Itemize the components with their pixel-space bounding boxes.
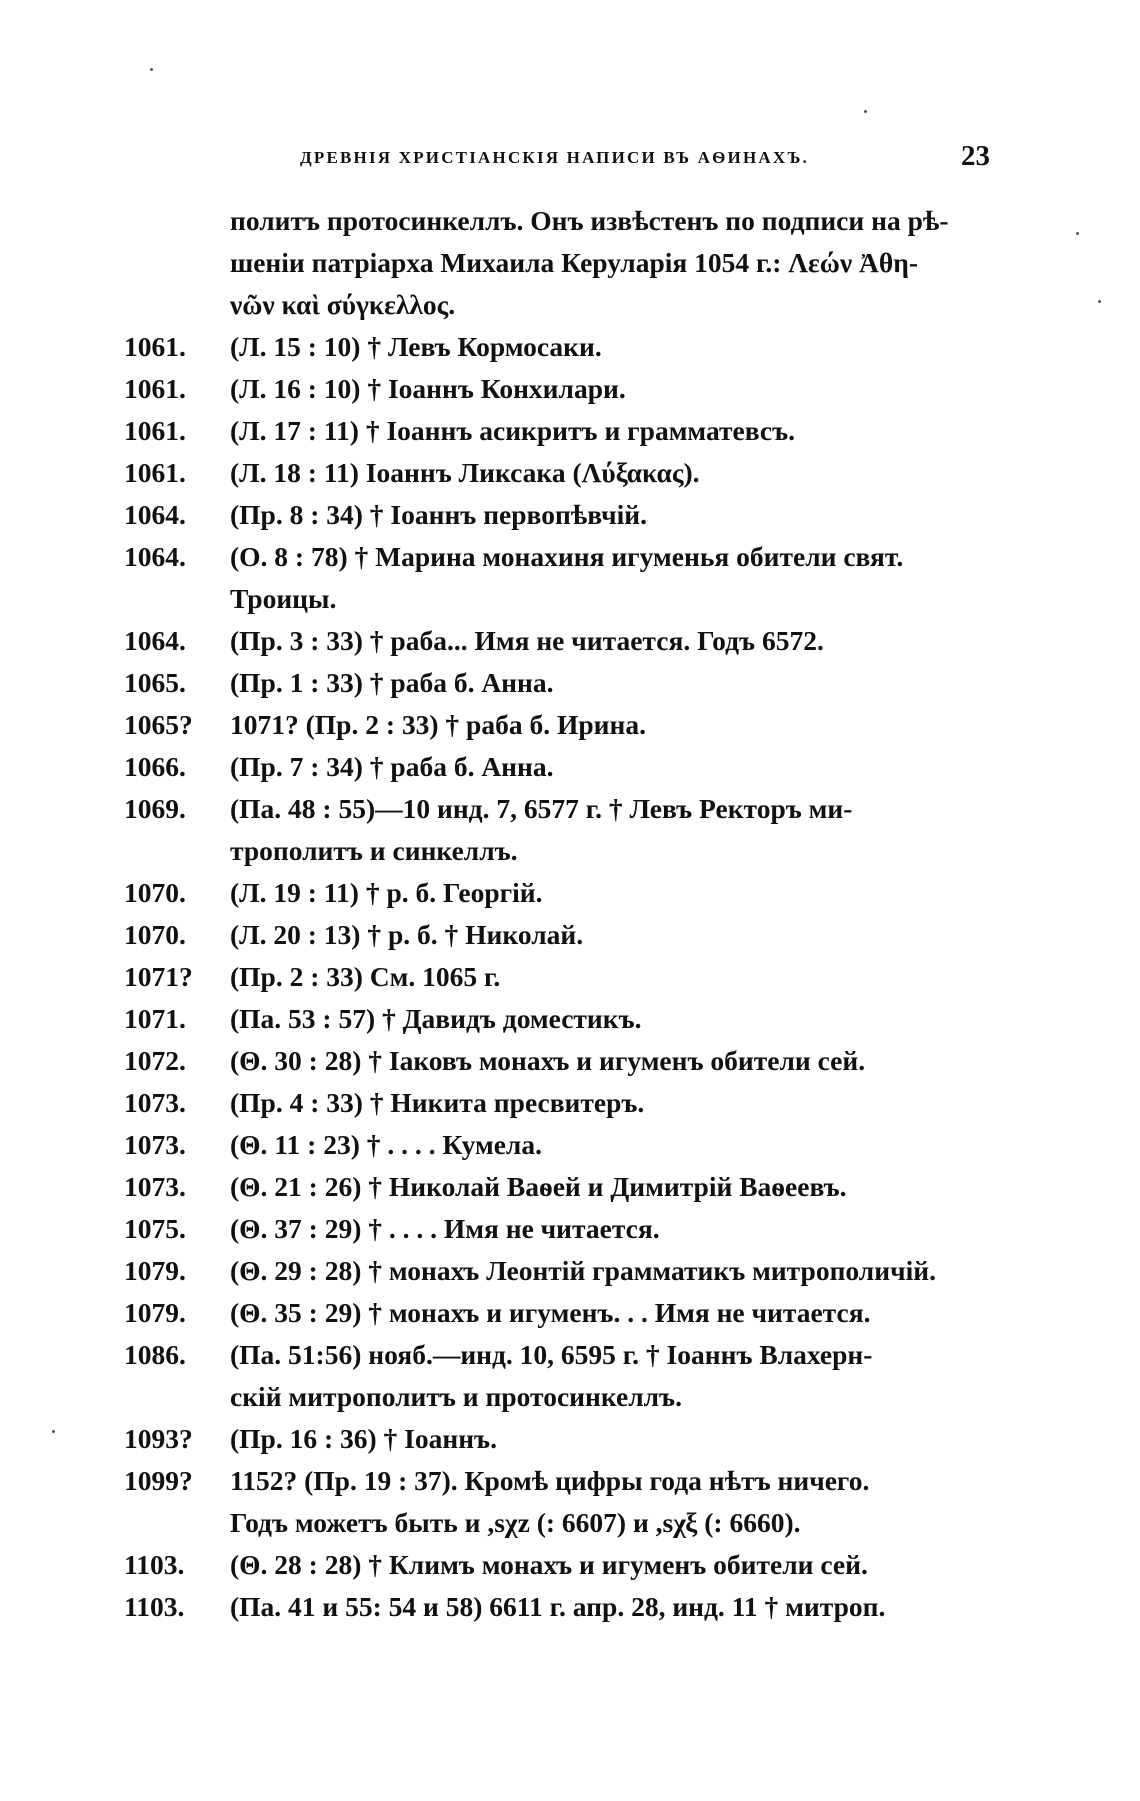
text-line: (Θ. 11 : 23) † . . . . Кумела. — [230, 1129, 542, 1160]
entry-year: 1064. — [124, 499, 186, 530]
inscription-entry — [124, 1040, 992, 1082]
entry-text — [230, 1292, 992, 1334]
entry-text — [230, 1208, 992, 1250]
inscription-entry — [124, 1250, 992, 1292]
entry-year: 1073. — [124, 1129, 186, 1160]
continued-entry-text — [124, 200, 992, 326]
entry-year: 1061. — [124, 373, 186, 404]
entry-year: 1103. — [124, 1549, 185, 1580]
text-line: (Θ. 35 : 29) † монахъ и игуменъ. . . Имя не читается. — [230, 1297, 871, 1328]
text-line: (Пр. 8 : 34) † Іоаннъ первопѣвчій. — [230, 499, 647, 530]
text-line: (Θ. 37 : 29) † . . . . Имя не читается. — [230, 1213, 660, 1244]
entry-year: 1064. — [124, 625, 186, 656]
inscription-entry — [124, 1208, 992, 1250]
text-line: скій митрополитъ и протосинкеллъ. — [230, 1381, 682, 1412]
inscription-entry — [124, 872, 992, 914]
entry-text — [230, 326, 992, 368]
text-line: трополитъ и синкеллъ. — [230, 835, 518, 866]
entry-year: 1079. — [124, 1255, 186, 1286]
entry-text — [230, 1250, 992, 1292]
entry-text — [230, 494, 992, 536]
entry-text — [230, 1334, 992, 1418]
entry-year: 1070. — [124, 919, 186, 950]
text-line: (Л. 18 : 11) Іоаннъ Ликсака (Λύξακας). — [230, 457, 700, 488]
entry-text — [230, 998, 992, 1040]
inscription-entry — [124, 1334, 992, 1418]
text-line: (О. 8 : 78) † Марина монахиня игуменья обители свят. — [230, 541, 904, 572]
inscription-entry — [124, 1418, 992, 1460]
inscription-list — [124, 200, 992, 1628]
text-line: (Пр. 3 : 33) † раба... Имя не читается. Годъ 6572. — [230, 625, 824, 656]
entry-year: 1075. — [124, 1213, 186, 1244]
entry-year: 1099? — [124, 1465, 193, 1496]
inscription-entry — [124, 326, 992, 368]
entry-text — [230, 1040, 992, 1082]
entry-text — [230, 620, 992, 662]
inscription-entry — [124, 998, 992, 1040]
entry-year: 1064. — [124, 541, 186, 572]
entry-year: 1069. — [124, 793, 186, 824]
entry-text — [230, 452, 992, 494]
entry-text — [230, 1418, 992, 1460]
text-line: (Θ. 29 : 28) † монахъ Леонтій грамматикъ митрополичій. — [230, 1255, 936, 1286]
entry-year: 1072. — [124, 1045, 186, 1076]
entry-text — [230, 914, 992, 956]
entry-text — [230, 662, 992, 704]
inscription-entry — [124, 1166, 992, 1208]
text-line: (Л. 16 : 10) † Іоаннъ Конхилари. — [230, 373, 626, 404]
scan-speck — [864, 110, 867, 113]
text-line: 1152? (Пр. 19 : 37). Кромѣ цифры года нѣтъ ничего. — [230, 1465, 870, 1496]
entry-text — [230, 368, 992, 410]
text-line: (Θ. 28 : 28) † Климъ монахъ и игуменъ обители сей. — [230, 1549, 868, 1580]
inscription-entry — [124, 746, 992, 788]
entry-text — [230, 956, 992, 998]
inscription-entry — [124, 704, 992, 746]
entry-year: 1103. — [124, 1591, 185, 1622]
inscription-entry — [124, 368, 992, 410]
entry-text — [230, 788, 992, 872]
entry-text — [230, 1586, 992, 1628]
inscription-entry — [124, 494, 992, 536]
entry-text — [230, 410, 992, 452]
entry-text — [230, 1082, 992, 1124]
entry-text — [230, 1544, 992, 1586]
text-line: (Л. 19 : 11) † р. б. Георгій. — [230, 877, 543, 908]
scan-speck — [1076, 232, 1079, 235]
inscription-entry — [124, 452, 992, 494]
entry-text — [230, 872, 992, 914]
inscription-entry — [124, 620, 992, 662]
text-line: шеніи патріарха Михаила Керуларія 1054 г.: Λεών Ἀθη- — [230, 247, 919, 278]
text-line: Троицы. — [230, 583, 337, 614]
text-line: Годъ можетъ быть и ,sχz (: 6607) и ,sχξ (: 6660). — [230, 1507, 801, 1538]
text-line: (Θ. 30 : 28) † Іаковъ монахъ и игуменъ обители сей. — [230, 1045, 866, 1076]
entry-text — [230, 1166, 992, 1208]
entry-year: 1061. — [124, 457, 186, 488]
text-line: политъ протосинкеллъ. Онъ извѣстенъ по подписи на рѣ- — [230, 205, 949, 236]
entry-year: 1066. — [124, 751, 186, 782]
text-line: (Па. 48 : 55)—10 инд. 7, 6577 г. † Левъ Ректоръ ми- — [230, 793, 853, 824]
entry-year: 1071? — [124, 961, 193, 992]
running-title: ДРЕВНІЯ ХРИСТІАНСКІЯ НАПИСИ ВЪ АѲИНАХЪ. — [300, 148, 810, 167]
text-line: 1071? (Пр. 2 : 33) † раба б. Ирина. — [230, 709, 646, 740]
entry-text — [230, 1124, 992, 1166]
text-line: (Па. 41 и 55: 54 и 58) 6611 г. апр. 28, инд. 11 † митроп. — [230, 1591, 886, 1622]
entry-text — [230, 746, 992, 788]
entry-year: 1079. — [124, 1297, 186, 1328]
inscription-entry — [124, 914, 992, 956]
entry-year: 1086. — [124, 1339, 186, 1370]
entry-text — [230, 704, 992, 746]
entry-text — [230, 536, 992, 620]
page-header — [300, 140, 990, 180]
inscription-entry — [124, 1460, 992, 1544]
inscription-entry — [124, 1586, 992, 1628]
scan-speck — [1098, 300, 1101, 303]
scan-speck — [52, 1430, 55, 1433]
inscription-entry — [124, 1124, 992, 1166]
inscription-entry — [124, 1082, 992, 1124]
scan-speck — [150, 68, 153, 71]
inscription-entry — [124, 536, 992, 620]
entry-year: 1061. — [124, 331, 186, 362]
entry-text — [230, 1460, 992, 1544]
text-line: (Па. 53 : 57) † Давидъ доместикъ. — [230, 1003, 642, 1034]
text-line: (Пр. 16 : 36) † Іоаннъ. — [230, 1423, 497, 1454]
text-line: (Л. 15 : 10) † Левъ Кормосаки. — [230, 331, 602, 362]
entry-year: 1071. — [124, 1003, 186, 1034]
text-line: νῶν καὶ σύγκελλος. — [230, 289, 456, 320]
inscription-entry — [124, 1292, 992, 1334]
entry-year: 1073. — [124, 1087, 186, 1118]
text-line: (Пр. 4 : 33) † Никита пресвитеръ. — [230, 1087, 645, 1118]
text-line: (Пр. 2 : 33) См. 1065 г. — [230, 961, 501, 992]
entries-container — [124, 326, 992, 1628]
page-number: 23 — [961, 140, 990, 172]
text-line: (Л. 17 : 11) † Іоаннъ асикритъ и грамматевсъ. — [230, 415, 796, 446]
inscription-entry — [124, 788, 992, 872]
text-line: (Пр. 7 : 34) † раба б. Анна. — [230, 751, 554, 782]
text-line: (Л. 20 : 13) † р. б. † Николай. — [230, 919, 584, 950]
text-line: (Пр. 1 : 33) † раба б. Анна. — [230, 667, 554, 698]
text-line: (Θ. 21 : 26) † Николай Ваѳей и Димитрій Ваѳеевъ. — [230, 1171, 847, 1202]
entry-year: 1065. — [124, 667, 186, 698]
entry-year: 1070. — [124, 877, 186, 908]
inscription-entry — [124, 410, 992, 452]
entry-year: 1061. — [124, 415, 186, 446]
inscription-entry — [124, 662, 992, 704]
text-line: (Па. 51:56) нояб.—инд. 10, 6595 г. † Іоаннъ Влахерн- — [230, 1339, 873, 1370]
entry-year: 1093? — [124, 1423, 193, 1454]
entry-year: 1073. — [124, 1171, 186, 1202]
entry-year: 1065? — [124, 709, 193, 740]
inscription-entry — [124, 1544, 992, 1586]
inscription-entry — [124, 956, 992, 998]
